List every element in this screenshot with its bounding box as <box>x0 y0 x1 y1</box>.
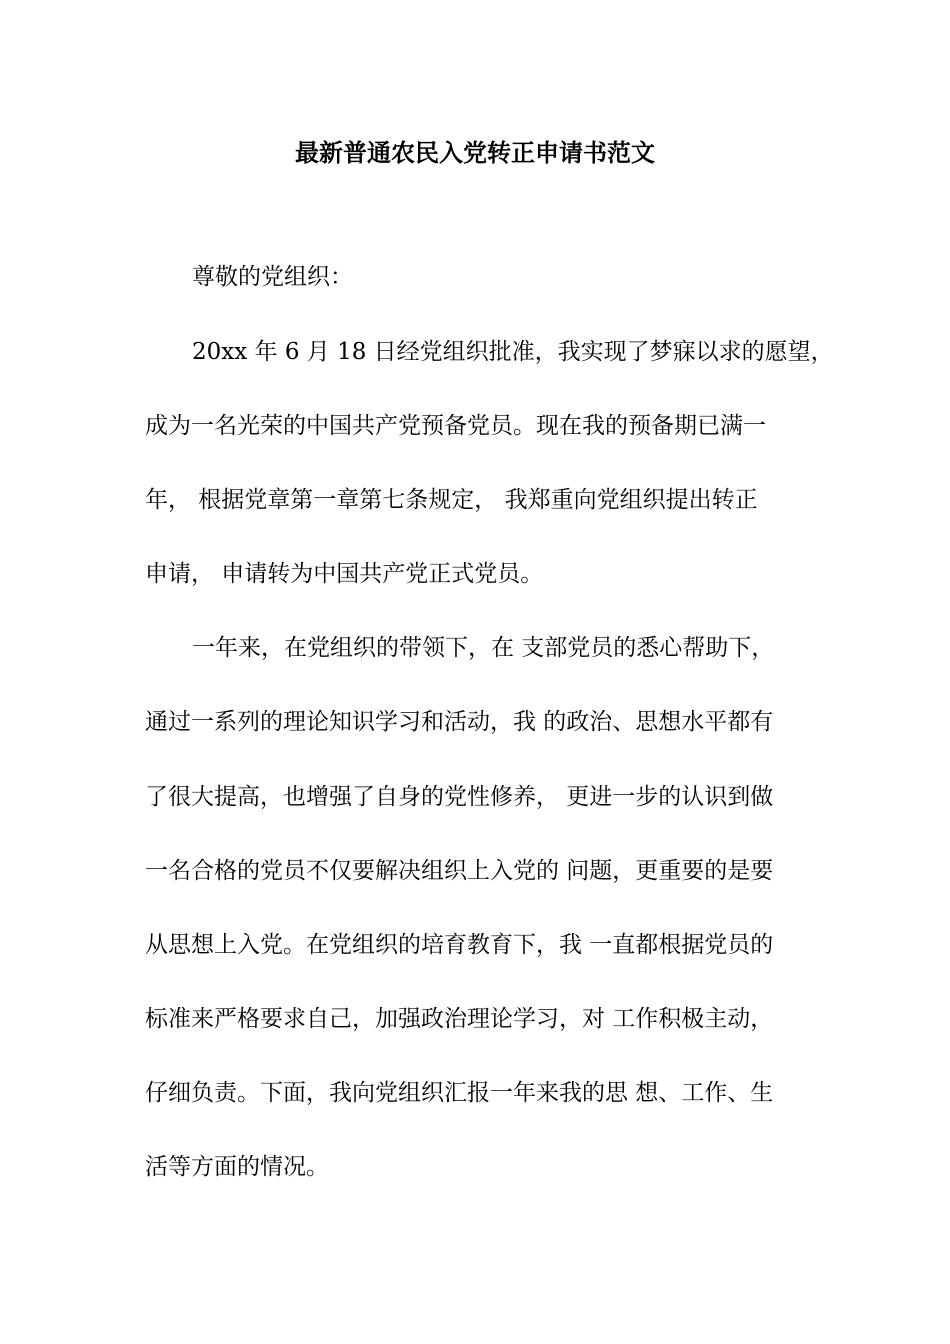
document-title: 最新普通农民入党转正申请书范文 <box>295 138 655 167</box>
paragraph-line: 20xx 年 6 月 18 日经党组织批准，我实现了梦寐以求的愿望， <box>192 339 834 365</box>
paragraph-line: 通过一系列的理论知识学习和活动，我 的政治、思想水平都有 <box>145 709 774 735</box>
paragraph-line: 从思想上入党。在党组织的培育教育下，我 一直都根据党员的 <box>145 932 774 958</box>
paragraph-line: 一名合格的党员不仅要解决组织上入党的 问题，更重要的是要 <box>145 858 774 884</box>
salutation: 尊敬的党组织： <box>192 264 353 290</box>
paragraph-line: 成为一名光荣的中国共产党预备党员。现在我的预备期已满一 <box>145 413 766 439</box>
paragraph-line: 标准来严格要求自己，加强政治理论学习，对 工作积极主动， <box>145 1006 774 1032</box>
paragraph-line: 年， 根据党章第一章第七条规定， 我郑重向党组织提出转正 <box>145 487 758 513</box>
paragraph-line: 仔细负责。下面，我向党组织汇报一年来我的思 想、工作、生 <box>145 1080 774 1106</box>
paragraph-line: 活等方面的情况。 <box>145 1154 329 1180</box>
paragraph-line: 一年来，在党组织的带领下，在 支部党员的悉心帮助下， <box>192 635 775 661</box>
paragraph-line: 了很大提高，也增强了自身的党性修养， 更进一步的认识到做 <box>145 784 774 810</box>
paragraph-line: 申请， 申请转为中国共产党正式党员。 <box>145 561 544 587</box>
